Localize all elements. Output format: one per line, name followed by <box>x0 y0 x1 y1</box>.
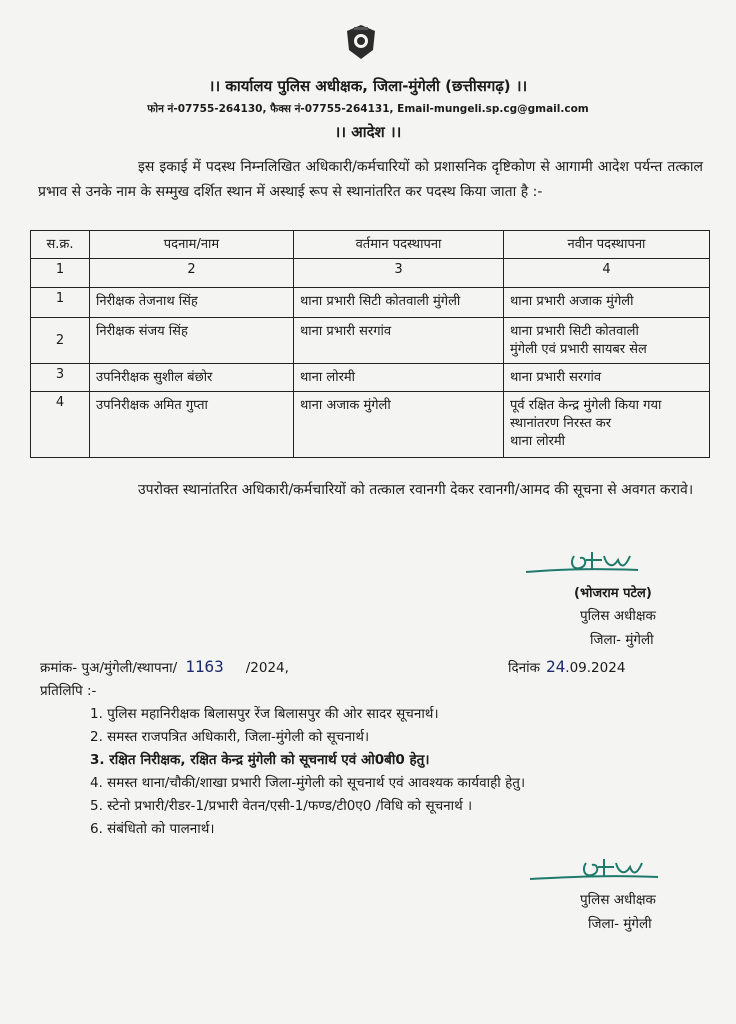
signatory-designation: पुलिस अधीक्षक <box>580 608 656 624</box>
signatory-name: (भोजराम पटेल) <box>574 586 652 601</box>
list-item: 4. समस्त थाना/चौकी/शाखा प्रभारी जिला-मुंगेली को सूचनार्थ एवं आवश्यक कार्यवाही हेतु। <box>90 775 526 791</box>
column-number: 4 <box>504 259 710 288</box>
intro-paragraph: इस इकाई में पदस्थ निम्नलिखित अधिकारी/कर्मचारियों को प्रशासनिक दृष्टिकोण से आगामी आदेश पर्यन्त तत्काल प्रभाव से उनके नाम के सम्मुख दर्शित स्थान में अस्थाई रूप से स्थानांतरित कर पदस्थ किया जाता है :- <box>38 159 703 200</box>
date-label: दिनांक <box>508 660 541 676</box>
list-item: 3. रक्षित निरीक्षक, रक्षित केन्द्र मुंगेली को सूचनार्थ एवं ओ0बी0 हेतु। <box>90 752 430 768</box>
column-number: 3 <box>294 259 504 288</box>
header-new-posting: नवीन पदस्थापना <box>504 231 710 259</box>
header-serial: स.क्र. <box>31 231 90 259</box>
transfer-table <box>30 230 710 458</box>
cell-line: थाना प्रभारी सरगांव <box>510 370 602 385</box>
table-column-number-row <box>31 259 710 288</box>
column-number: 2 <box>90 259 294 288</box>
copy-to-list <box>90 703 700 841</box>
office-title: ।। कार्यालय पुलिस अधीक्षक, जिला-मुंगेली (छत्तीसगढ़) ।। <box>208 77 528 95</box>
table-row <box>31 318 710 364</box>
signature-icon <box>528 857 660 889</box>
cell-new-posting <box>504 318 710 364</box>
cell-line: पूर्व रक्षित केन्द्र मुंगेली किया गया <box>510 398 662 413</box>
list-item: 1. पुलिस महानिरीक्षक बिलासपुर रेंज बिलासपुर की ओर सादर सूचनार्थ। <box>90 706 439 722</box>
list-item: 5. स्टेनो प्रभारी/रीडर-1/प्रभारी वेतन/एसी-1/फण्ड/टी0ए0 /विधि को सूचनार्थ । <box>90 798 473 814</box>
cell-serial: 1 <box>31 288 90 318</box>
cell-name: निरीक्षक तेजनाथ सिंह <box>90 288 294 318</box>
cell-name: उपनिरीक्षक अमित गुप्ता <box>90 392 294 458</box>
reference-number <box>40 657 289 676</box>
cell-line: थाना प्रभारी अजाक मुंगेली <box>510 294 634 309</box>
cell-line: मुंगेली एवं प्रभारी सायबर सेल <box>510 342 647 357</box>
signatory2-district: जिला- मुंगेली <box>588 916 652 932</box>
order-title: ।। आदेश ।। <box>334 123 402 141</box>
cell-line: थाना प्रभारी सिटी कोतवाली <box>510 324 639 339</box>
reference-prefix: क्रमांक- पुअ/मुंगेली/स्थापना/ <box>40 660 178 676</box>
cell-name: उपनिरीक्षक सुशील बंछोर <box>90 364 294 392</box>
reference-year: /2024, <box>245 660 289 676</box>
cell-current-posting: थाना लोरमी <box>294 364 504 392</box>
cell-current-posting: थाना प्रभारी सरगांव <box>294 318 504 364</box>
list-item: 6. संबंधितो को पालनार्थ। <box>90 821 215 837</box>
signature-icon <box>522 548 642 582</box>
cell-line: थाना लोरमी <box>510 434 566 449</box>
date-handwritten-day: 24 <box>546 657 566 676</box>
cell-serial: 3 <box>31 364 90 392</box>
contact-line: फोन नं-07755-264130, फैक्स नं-07755-264131, Email-mungeli.sp.cg@gmail.com <box>147 103 589 115</box>
cell-serial: 2 <box>31 318 90 364</box>
reference-date <box>508 657 625 676</box>
cell-new-posting <box>504 392 710 458</box>
list-item: 2. समस्त राजपत्रित अधिकारी, जिला-मुंगेली को सूचनार्थ। <box>90 729 370 745</box>
table-row <box>31 364 710 392</box>
signatory-district: जिला- मुंगेली <box>590 632 654 648</box>
cell-line: स्थानांतरण निरस्त कर <box>510 416 612 431</box>
table-row <box>31 392 710 458</box>
table-header-row <box>31 231 710 259</box>
closing-paragraph: उपरोक्त स्थानांतरित अधिकारी/कर्मचारियों को तत्काल रवानगी देकर रवानगी/आमद की सूचना से अवगत करावे। <box>138 482 694 498</box>
table-row <box>31 288 710 318</box>
cell-current-posting: थाना प्रभारी सिटी कोतवाली मुंगेली <box>294 288 504 318</box>
column-number: 1 <box>31 259 90 288</box>
cell-serial: 4 <box>31 392 90 458</box>
reference-handwritten-number: 1163 <box>185 657 224 676</box>
copy-to-label: प्रतिलिपि :- <box>40 683 97 699</box>
cell-name: निरीक्षक संजय सिंह <box>90 318 294 364</box>
cell-new-posting <box>504 364 710 392</box>
signatory2-designation: पुलिस अधीक्षक <box>580 892 656 908</box>
header-name: पदनाम/नाम <box>90 231 294 259</box>
date-rest: .09.2024 <box>565 660 626 676</box>
header-current-posting: वर्तमान पदस्थापना <box>294 231 504 259</box>
police-emblem-icon <box>344 24 378 60</box>
cell-new-posting <box>504 288 710 318</box>
cell-current-posting: थाना अजाक मुंगेली <box>294 392 504 458</box>
